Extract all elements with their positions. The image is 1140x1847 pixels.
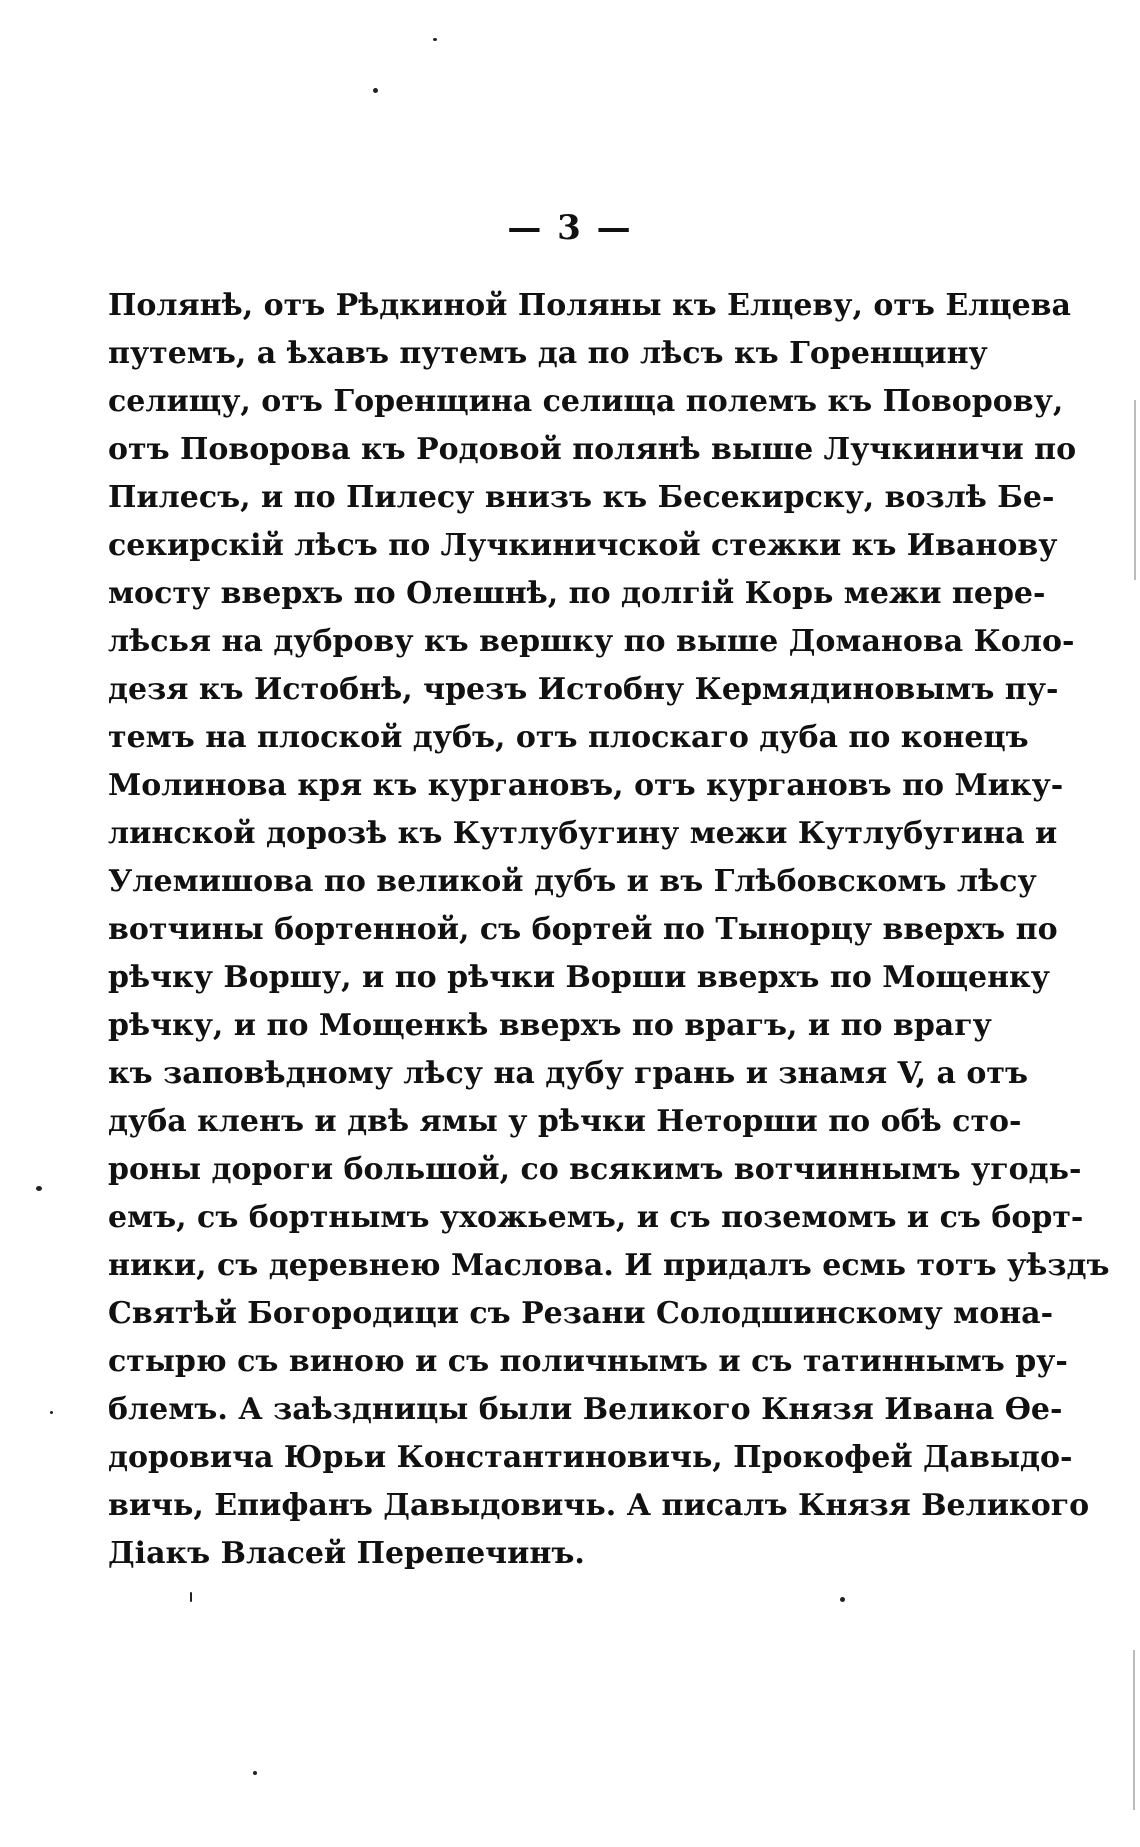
scan-edge-mark xyxy=(1134,400,1136,580)
text-line: Діакъ Власей Перепечинъ. xyxy=(108,1536,585,1571)
body-text xyxy=(108,282,1110,1578)
text-line: рѣчку Воршу, и по рѣчки Ворши вверхъ по Мощенку xyxy=(108,960,1050,995)
text-line: стырю съ виною и съ поличнымъ и съ татиннымъ ру- xyxy=(108,1344,1068,1379)
page-number: — 3 — xyxy=(507,208,633,248)
text-line: секирскій лѣсъ по Лучкиничской стежки къ Иванову xyxy=(108,528,1058,563)
text-line: емъ, съ бортнымъ ухожьемъ, и съ поземомъ и съ борт- xyxy=(108,1200,1084,1235)
scan-edge-mark xyxy=(1133,1650,1135,1810)
text-line: ники, съ деревнею Маслова. И придалъ есмь тотъ уѣздъ xyxy=(108,1248,1110,1283)
text-line: лѣсья на дуброву къ вершку по выше Доманова Коло- xyxy=(108,624,1075,659)
text-line: Полянѣ, отъ Рѣдкиной Поляны къ Елцеву, отъ Елцева xyxy=(108,288,1071,323)
text-line: мосту вверхъ по Олешнѣ, по долгій Корь межи пере- xyxy=(108,576,1046,611)
scan-speck xyxy=(253,1771,257,1775)
scan-speck xyxy=(840,1597,845,1602)
text-line: селищу, отъ Горенщина селища полемъ къ Поворову, xyxy=(108,384,1064,419)
text-line: отъ Поворова къ Родовой полянѣ выше Лучкиничи по xyxy=(108,432,1077,467)
text-line: блемъ. А заѣздницы были Великого Князя Ивана Ѳе- xyxy=(108,1392,1063,1427)
text-line: дезя къ Истобнѣ, чрезъ Истобну Кермядиновымъ пу- xyxy=(108,672,1059,707)
text-line: Молинова кря къ кургановъ, отъ кургановъ по Мику- xyxy=(108,768,1064,803)
text-line: Улемишова по великой дубъ и въ Глѣбовскомъ лѣсу xyxy=(108,864,1037,899)
text-line: дуба кленъ и двѣ ямы у рѣчки Неторши по обѣ сто- xyxy=(108,1104,1022,1139)
text-line: темъ на плоской дубъ, отъ плоскаго дуба по конецъ xyxy=(108,720,1029,755)
scan-speck xyxy=(433,38,437,41)
text-line: вотчины бортенной, съ бортей по Тынорцу вверхъ по xyxy=(108,912,1058,947)
text-line: Святѣй Богородици съ Резани Солодшинскому мона- xyxy=(108,1296,1054,1331)
scan-speck xyxy=(190,1592,192,1602)
text-line: рѣчку, и по Мощенкѣ вверхъ по врагъ, и по врагу xyxy=(108,1008,992,1043)
text-line: роны дороги большой, со всякимъ вотчиннымъ угодь- xyxy=(108,1152,1082,1187)
scan-speck xyxy=(373,88,378,93)
text-line: линской дорозѣ къ Кутлубугину межи Кутлубугина и xyxy=(108,816,1058,851)
text-line: вичь, Епифанъ Давыдовичь. А писалъ Князя Великого xyxy=(108,1488,1090,1523)
scan-speck xyxy=(36,1186,42,1191)
scan-speck xyxy=(50,1411,53,1414)
text-line: къ заповѣдному лѣсу на дубу грань и знамя V, а отъ xyxy=(108,1056,1029,1091)
text-line: Пилесъ, и по Пилесу внизъ къ Бесекирску, возлѣ Бе- xyxy=(108,480,1055,515)
text-line: путемъ, а ѣхавъ путемъ да по лѣсъ къ Горенщину xyxy=(108,336,988,371)
text-line: доровича Юрьи Константиновичь, Прокофей Давыдо- xyxy=(108,1440,1073,1475)
